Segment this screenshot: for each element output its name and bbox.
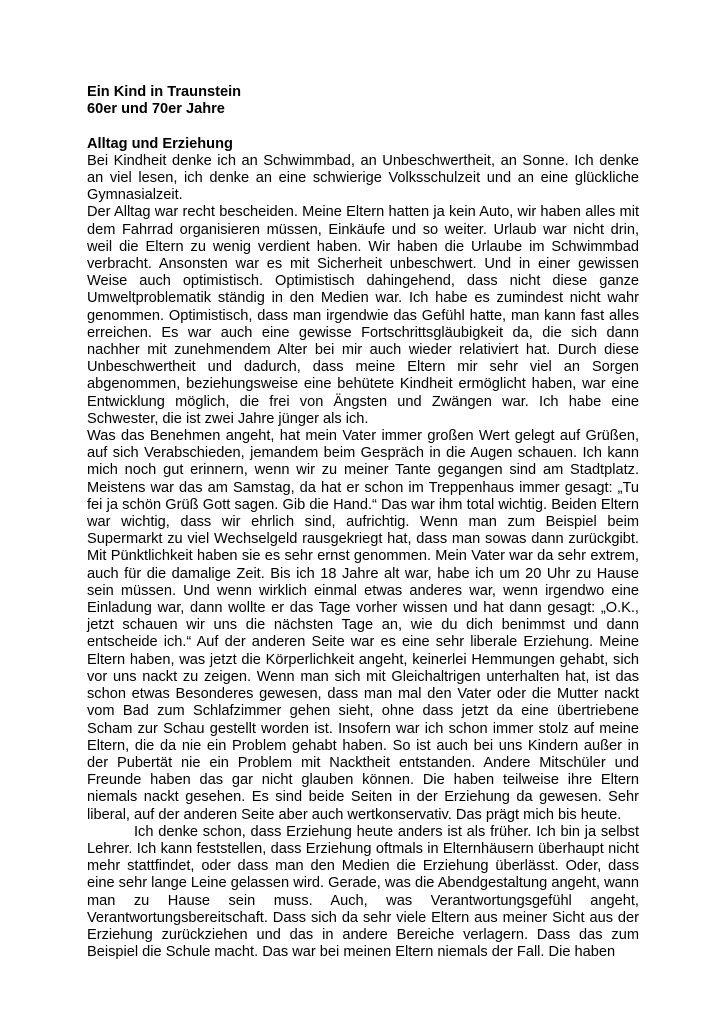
paragraph: Der Alltag war recht bescheiden. Meine Eltern hatten ja kein Auto, wir haben alles mit dem Fahrrad organisieren müssen, Einkäufe und so weiter. Urlaub war nicht drin, weil die Eltern zu wenig verdient haben. Wir haben die Urlaube im Schwimmbad verbracht. Ansonsten war es mit Sicherheit unbeschwert. Und in einer gewissen Weise auch optimistisch. Optimistisch dahingehend, dass nicht diese ganze Umweltproblematik ständig in den Medien war. Ich habe es zumindest nicht wahr genommen. Optimistisch, dass man irgendwie das Gefühl hatte, man kann fast alles erreichen. Es war auch eine gewisse Fortschrittsgläubigkeit da, die sich dann nachher mit zunehmendem Alter bei mir auch wieder relativiert hat. Durch diese Unbeschwertheit und dadurch, dass meine Eltern mir sehr viel an Sorgen abgenommen, beziehungsweise eine behütete Kindheit ermöglicht haben, war eine Entwicklung möglich, die frei von Ängsten und Zwängen war. Ich habe eine Schwester, die ist zwei Jahre jünger als ich. — [87, 204, 639, 427]
paragraph: Was das Benehmen angeht, hat mein Vater immer großen Wert gelegt auf Grüßen, auf sich Verabschieden, jemandem beim Gespräch in die Augen schauen. Ich kann mich noch gut erinnern, wenn wir zu meiner Tante gegangen sind am Stadtplatz. Meistens war das am Samstag, da hat er schon im Treppenhaus immer gesagt: „Tu fei ja schön Grüß Gott sagen. Gib die Hand.“ Das war ihm total wichtig. Beiden Eltern war wichtig, dass wir ehrlich sind, aufrichtig. Wenn man zum Beispiel beim Supermarkt zu viel Wechselgeld rausgekriegt hat, dass man sowas dann zurückgibt. Mit Pünktlichkeit haben sie es sehr ernst genommen. Mein Vater war da sehr extrem, auch für die damalige Zeit. Bis ich 18 Jahre alt war, habe ich um 20 Uhr zu Hause sein müssen. Und wenn wirklich einmal etwas anderes war, wenn irgendwo eine Einladung war, dann wollte er das Tage vorher wissen und hat dann gesagt: „O.K., jetzt schauen wir uns die nächsten Tage an, wie du dich benimmst und dann entscheide ich.“ Auf der anderen Seite war es eine sehr liberale Erziehung. Meine Eltern haben, was jetzt die Körperlichkeit angeht, keinerlei Hemmungen gehabt, sich vor uns nackt zu zeigen. Wenn man sich mit Gleichaltrigen unterhalten hat, ist das schon etwas Besonderes gewesen, dass man mal den Vater oder die Mutter nackt vom Bad zum Schlafzimmer gehen sieht, ohne dass jetzt da eine übertriebene Scham zur Schau gestellt worden ist. Insofern war ich schon immer stolz auf meine Eltern, die da nie ein Problem gehabt haben. So ist auch bei uns Kindern außer in der Pubertät nie ein Problem mit Nacktheit entstanden. Andere Mitschüler und Freunde haben das gar nicht glauben können. Die haben teilweise ihre Eltern niemals nackt gesehen. Es sind beide Seiten in der Erziehung da gewesen. Sehr liberal, auf der anderen Seite aber auch wertkonservativ. Das prägt mich bis heute. — [87, 428, 639, 823]
section-heading: Alltag und Erziehung — [87, 135, 233, 152]
title-line-2: 60er und 70er Jahre — [87, 101, 225, 118]
paragraph: Bei Kindheit denke ich an Schwimmbad, an Unbeschwertheit, an Sonne. Ich denke an viel lesen, ich denke an eine schwierige Volksschulzeit und an eine glückliche Gymnasialzeit. — [87, 152, 639, 204]
title-line-1: Ein Kind in Traunstein — [87, 84, 242, 100]
document-title — [87, 84, 639, 118]
document-body — [87, 84, 639, 961]
paragraph: Ich denke schon, dass Erziehung heute anders ist als früher. Ich bin ja selbst Lehrer. Ich kann feststellen, dass Erziehung oftmals in Elternhäusern überhaupt nicht mehr stattfindet, oder dass man den Medien die Erziehung überlässt. Oder, dass eine sehr lange Leine gelassen wird. Gerade, was die Abendgestaltung angeht, wann man zu Hause sein muss. Auch, was Verantwortungsgefühl angeht, Verantwortungsbereitschaft. Dass sich da sehr viele Eltern aus meiner Sicht aus der Erziehung zurückziehen und das in andere Bereiche verlagern. Dass das zum Beispiel die Schule macht. Das war bei meinen Eltern niemals der Fall. Die haben — [87, 823, 639, 961]
